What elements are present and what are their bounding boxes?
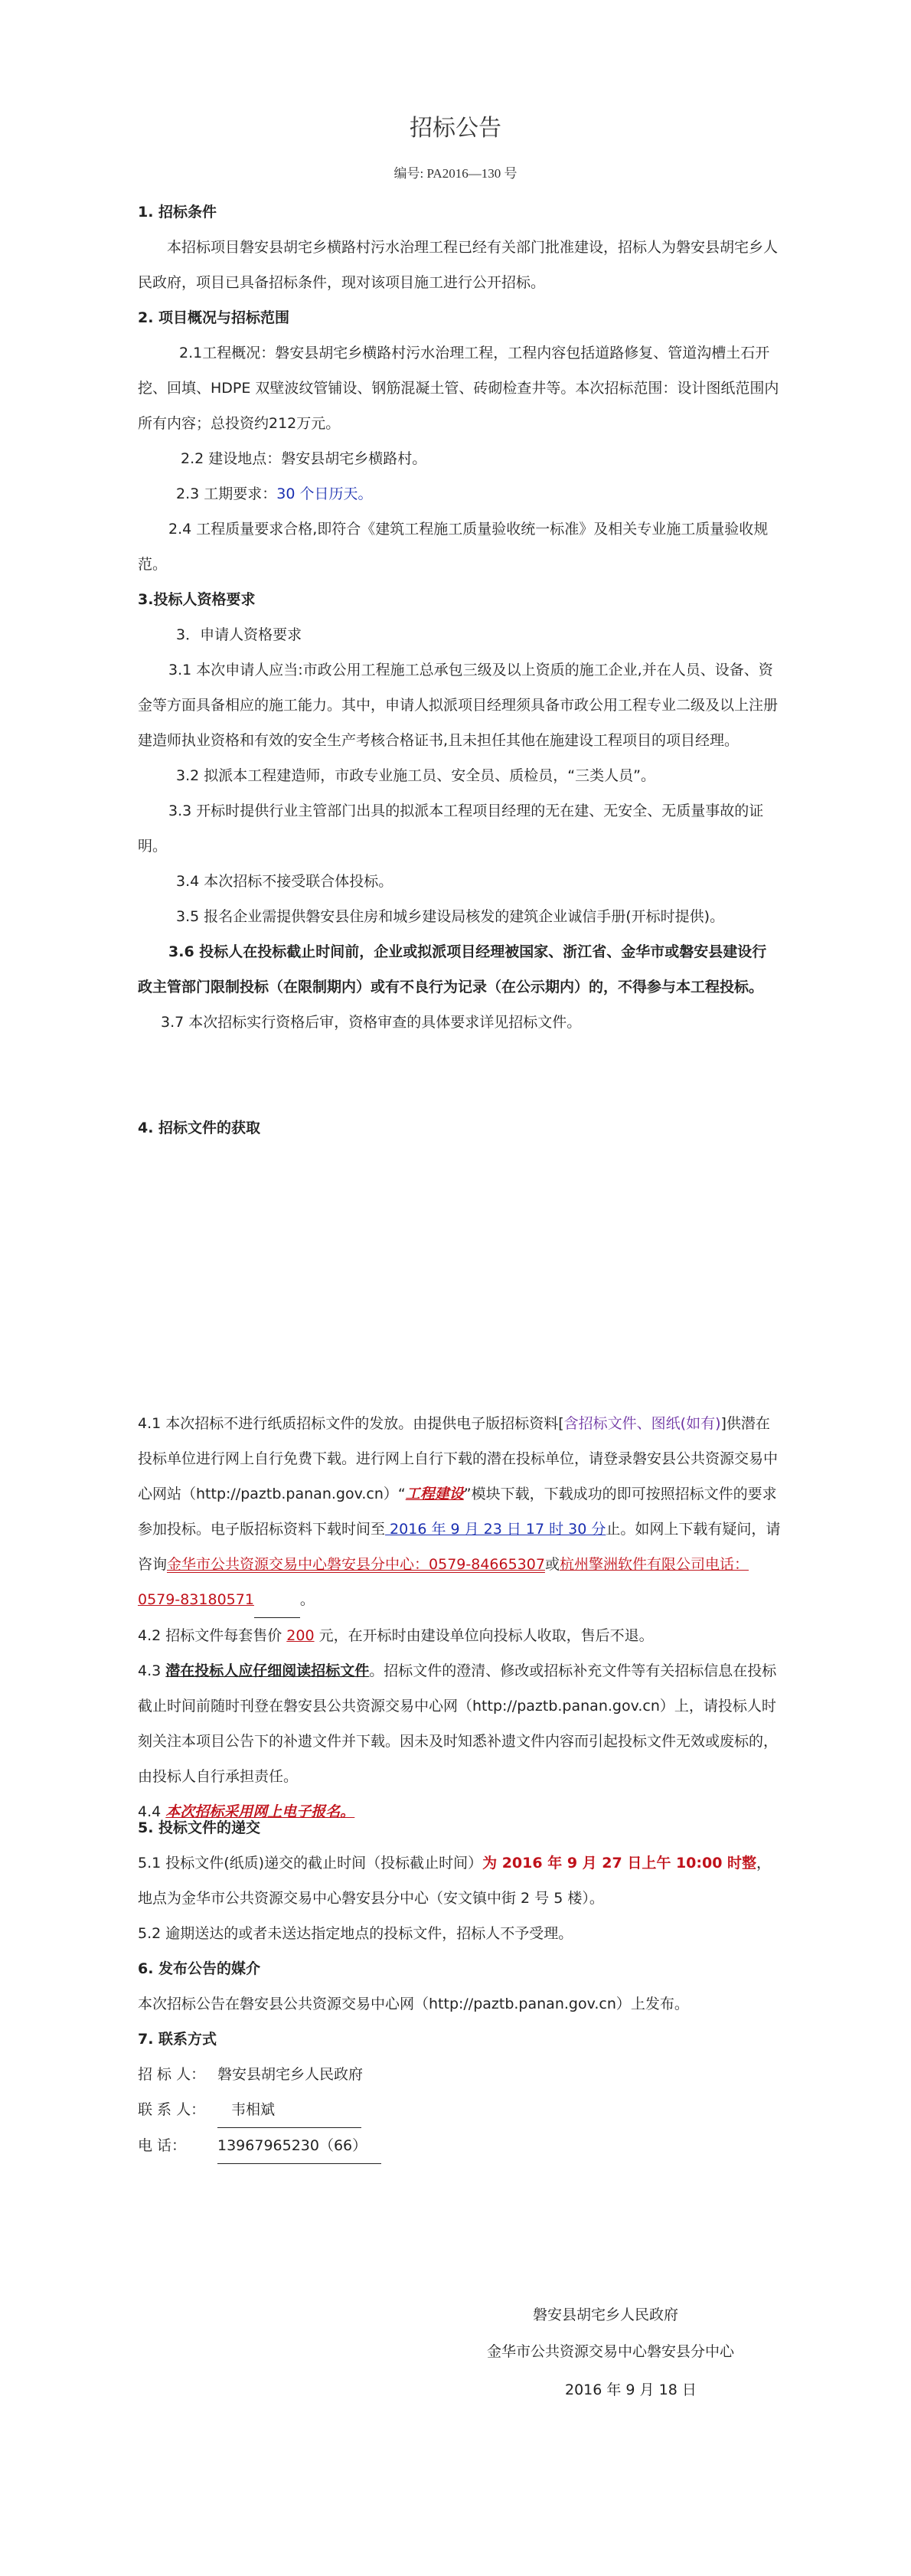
s4-3-emphasis: 潜在投标人应仔细阅读招标文件	[165, 1662, 370, 1679]
signature-issuer: 磐安县胡宅乡人民政府	[533, 2306, 679, 2323]
section-7-heading: 7. 联系方式	[138, 2031, 217, 2048]
section-3-2-text: 3.2 拟派本工程建造师，市政专业施工员、安全员、质检员，“三类人员”。	[176, 767, 655, 784]
s5-1-part-c: ，地点为金华市公共资源交易中心磐安县分中心（安文镇中街 2 号 5 楼）。	[138, 1855, 772, 1907]
page-title: 招标公告	[410, 115, 501, 142]
section-7	[138, 2022, 781, 2164]
contact-person-label: 联 系 人：	[138, 2101, 206, 2118]
section-1-text: 本招标项目磐安县胡宅乡横路村污水治理工程已经有关部门批准建设，招标人为磐安县胡宅乡人民政府，项目已具备招标条件，现对该项目施工进行公开招标。	[138, 239, 779, 291]
s4-1-contact-software: 杭州擎洲软件有限公司电话：0579-83180571	[138, 1556, 749, 1608]
s5-1-deadline: 为 2016 年 9 月 27 日上午 10:00 时整	[482, 1855, 757, 1872]
section-3	[138, 582, 781, 1040]
signature-center: 金华市公共资源交易中心磐安县分中心	[487, 2343, 735, 2360]
section-2-heading: 2. 项目概况与招标范围	[138, 309, 290, 326]
signature-date: 2016 年 9 月 18 日	[565, 2381, 697, 2398]
section-4-3-text	[138, 1653, 781, 1794]
s4-4-part-a: 4.4	[138, 1803, 166, 1820]
section-3-1-text: 3.1 本次申请人应当:市政公用工程施工总承包三级及以上资质的施工企业,并在人员、设备、资金等方面具备相应的施工能力。其中，申请人拟派项目经理须具备市政公用工程专业二级及以上注册建造师执业资格和有效的安全生产考核合格证书,且未担任其他在施建设工程项目的项目经理。	[138, 662, 779, 749]
contact-tenderer-label: 招 标 人：	[138, 2066, 206, 2083]
section-6	[138, 1951, 781, 2022]
s4-2-part-a: 4.2 招标文件每套售价	[138, 1627, 287, 1644]
section-1	[138, 195, 781, 300]
section-3-6-text: 3.6 投标人在投标截止时间前，企业或拟派项目经理被国家、浙江省、金华市或磐安县建设行政主管部门限制投标（在限制期内）或有不良行为记录（在公示期内）的，不得参与本工程投标。	[138, 943, 767, 995]
section-6-heading: 6. 发布公告的媒介	[138, 1960, 261, 1977]
section-3-3-text: 3.3 开标时提供行业主管部门出具的拟派本工程项目经理的无在建、无安全、无质量事故的证明。	[138, 803, 764, 855]
document-number: 编号: PA2016—130 号	[393, 166, 518, 181]
section-4-heading: 4. 招标文件的获取	[138, 1120, 261, 1136]
section-4-heading-block	[138, 1110, 781, 1146]
section-5	[138, 1810, 781, 1951]
section-2-3-text	[138, 476, 781, 512]
section-5-1-text	[138, 1845, 781, 1916]
s4-1-part-c: ]供潜在投标单位进行网上自行免费下载。进行网上自行下载的潜在投标单位，请登录磐安县公共资源交易中心网站（http://paztb.panan.gov.cn）“	[138, 1415, 779, 1502]
s4-2-part-c: 元，在开标时由建设单位向投标人收取，售后不退。	[314, 1627, 654, 1644]
s4-1-part-e: ”模块下载，下载成功的即可按照招标文件的要求参加投标。电子版招标资料下载时间至	[138, 1486, 777, 1538]
s4-3-part-a: 4.3	[138, 1662, 166, 1679]
section-2-4-text: 2.4 工程质量要求合格,即符合《建筑工程施工质量验收统一标准》及相关专业施工质量验收规范。	[138, 521, 769, 573]
section-4-2-text	[138, 1618, 781, 1653]
section-4-1-text	[138, 1406, 781, 1618]
contact-person-value: 韦相斌	[217, 2092, 361, 2128]
s4-2-price: 200	[286, 1627, 315, 1644]
contact-phone-label: 电 话：	[138, 2137, 187, 2154]
section-3-heading: 3.投标人资格要求	[138, 591, 256, 608]
section-2-2-text: 2.2 建设地点：磐安县胡宅乡横路村。	[181, 450, 427, 467]
s4-3-part-c: 。招标文件的澄清、修改或招标补充文件等有关招标信息在投标截止时间前随时刊登在磐安县公共资源交易中心网（http://paztb.panan.gov.cn）上，请投标人时刻关注本项目公告下的补遗文件并下载。因未及时知悉补遗文件内容而引起投标文件无效或废标的，由投标人自行承担责任。	[138, 1662, 779, 1785]
section-2-1-text: 2.1工程概况：磐安县胡宅乡横路村污水治理工程，工程内容包括道路修复、管道沟槽土石开挖、回填、HDPE 双壁波纹管铺设、钢筋混凝土管、砖砌检查井等。本次招标范围：设计图纸范围内所有内容；总投资约212万元。	[138, 345, 779, 432]
s4-1-part-a: 4.1 本次招标不进行纸质招标文件的发放。由提供电子版招标资料[	[138, 1415, 564, 1432]
s4-1-part-i: 或	[544, 1556, 560, 1573]
section-3-7-text: 3.7 本次招标实行资格后审，资格审查的具体要求详见招标文件。	[161, 1014, 582, 1031]
section-5-heading: 5. 投标文件的递交	[138, 1819, 261, 1836]
s4-1-blank	[254, 1582, 300, 1618]
section-6-text: 本次招标公告在磐安县公共资源交易中心网（http://paztb.panan.gov.cn）上发布。	[138, 1996, 689, 2012]
s4-1-attachments: 含招标文件、图纸(如有)	[563, 1415, 721, 1432]
s4-1-download-deadline: 2016 年 9 月 23 日 17 时 30 分	[385, 1521, 606, 1538]
section-3-sub: 3．申请人资格要求	[176, 626, 302, 643]
contact-tenderer	[138, 2057, 781, 2092]
contact-tenderer-value: 磐安县胡宅乡人民政府	[217, 2066, 364, 2083]
s4-1-part-g: 止。如网上下载有疑问，请咨询	[138, 1521, 781, 1573]
s4-4-online-registration: 本次招标采用网上电子报名。	[165, 1803, 355, 1820]
section-2	[138, 300, 781, 582]
contact-phone	[138, 2128, 781, 2164]
section-1-heading: 1. 招标条件	[138, 204, 217, 221]
s4-1-module-name: 工程建设	[405, 1486, 464, 1502]
contact-phone-value: 13967965230（66）	[217, 2128, 381, 2164]
s4-1-contact-center: 金华市公共资源交易中心磐安县分中心：0579-84665307	[167, 1556, 545, 1573]
section-4	[138, 1406, 781, 1829]
duration-value: 30 个日历天。	[276, 485, 373, 502]
s4-1-part-k: 。	[299, 1591, 315, 1608]
s5-1-part-a: 5.1 投标文件(纸质)递交的截止时间（投标截止时间）	[138, 1855, 483, 1872]
duration-label: 2.3 工期要求：	[176, 485, 277, 502]
section-3-5-text: 3.5 报名企业需提供磐安县住房和城乡建设局核发的建筑企业诚信手册(开标时提供)。	[176, 908, 725, 925]
section-3-4-text: 3.4 本次招标不接受联合体投标。	[176, 873, 393, 890]
section-5-2-text: 5.2 逾期送达的或者未送达指定地点的投标文件，招标人不予受理。	[138, 1925, 573, 1942]
contact-person	[138, 2092, 781, 2128]
